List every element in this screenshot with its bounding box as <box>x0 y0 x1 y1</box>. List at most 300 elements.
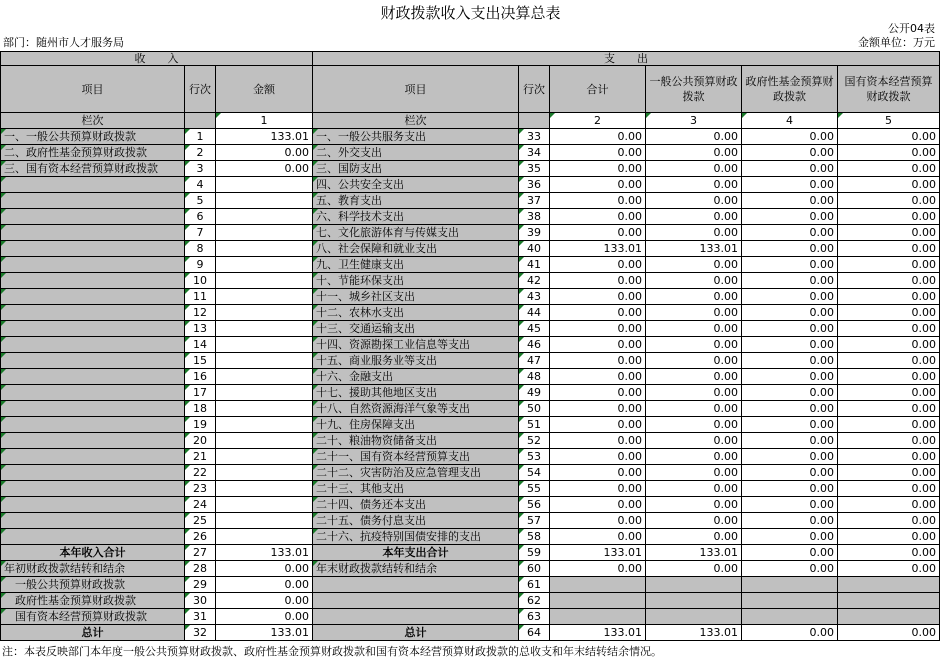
state-capital-value: 0.00 <box>838 417 940 433</box>
line-no: 2 <box>185 145 216 161</box>
line-no: 59 <box>519 545 550 561</box>
expense-item: 十八、自然资源海洋气象等支出 <box>313 401 519 417</box>
income-amount <box>216 481 313 497</box>
general-budget-value: 0.00 <box>646 465 742 481</box>
general-budget-value: 0.00 <box>646 289 742 305</box>
line-no: 35 <box>519 161 550 177</box>
line-no: 60 <box>519 561 550 577</box>
expense-total: 133.01 <box>550 625 646 641</box>
line-no: 31 <box>185 609 216 625</box>
income-amount: 0.00 <box>216 577 313 593</box>
expense-item: 十、节能环保支出 <box>313 273 519 289</box>
gov-fund-value: 0.00 <box>742 177 838 193</box>
state-capital-value: 0.00 <box>838 145 940 161</box>
line-no: 50 <box>519 401 550 417</box>
income-amount: 0.00 <box>216 161 313 177</box>
line-no: 48 <box>519 369 550 385</box>
income-col-label: 栏次 <box>1 113 185 129</box>
state-capital-value: 0.00 <box>838 561 940 577</box>
income-item <box>1 353 185 369</box>
expense-item: 二十六、抗疫特别国债安排的支出 <box>313 529 519 545</box>
line-no: 49 <box>519 385 550 401</box>
line-no: 25 <box>185 513 216 529</box>
gov-fund-value: 0.00 <box>742 353 838 369</box>
line-no: 10 <box>185 273 216 289</box>
line-no: 32 <box>185 625 216 641</box>
line-no: 24 <box>185 497 216 513</box>
income-amount <box>216 433 313 449</box>
general-budget-value: 0.00 <box>646 225 742 241</box>
income-item <box>1 513 185 529</box>
gov-fund-value: 0.00 <box>742 241 838 257</box>
expense-total: 0.00 <box>550 417 646 433</box>
empty-cell <box>550 593 646 609</box>
income-item <box>1 193 185 209</box>
expense-item: 二十三、其他支出 <box>313 481 519 497</box>
line-no: 4 <box>185 177 216 193</box>
expense-item: 九、卫生健康支出 <box>313 257 519 273</box>
empty-cell <box>646 593 742 609</box>
gov-fund-value: 0.00 <box>742 369 838 385</box>
expense-item-header: 项目 <box>313 66 519 113</box>
expense-item: 六、科学技术支出 <box>313 209 519 225</box>
expense-total: 0.00 <box>550 161 646 177</box>
line-no: 46 <box>519 337 550 353</box>
state-capital-value: 0.00 <box>838 177 940 193</box>
gov-fund-value: 0.00 <box>742 305 838 321</box>
col-number-1: 1 <box>216 113 313 129</box>
income-grand-total-label: 总计 <box>1 625 185 641</box>
table-row <box>1 337 940 353</box>
line-no: 58 <box>519 529 550 545</box>
income-item <box>1 257 185 273</box>
line-no: 9 <box>185 257 216 273</box>
state-capital-value: 0.00 <box>838 513 940 529</box>
income-amount <box>216 305 313 321</box>
gov-fund-value: 0.00 <box>742 465 838 481</box>
general-budget-value: 0.00 <box>646 273 742 289</box>
expense-total: 0.00 <box>550 273 646 289</box>
line-no: 45 <box>519 321 550 337</box>
table-row <box>1 401 940 417</box>
unit-label: 金额单位：万元 <box>858 36 935 49</box>
gov-fund-value: 0.00 <box>742 497 838 513</box>
expense-carryover-label: 年末财政拨款结转和结余 <box>313 561 519 577</box>
state-capital-value: 0.00 <box>838 449 940 465</box>
expense-item: 八、社会保障和就业支出 <box>313 241 519 257</box>
form-code: 公开04表 <box>888 22 935 35</box>
gov-fund-value: 0.00 <box>742 545 838 561</box>
line-no: 63 <box>519 609 550 625</box>
empty-cell <box>838 609 940 625</box>
expense-total: 0.00 <box>550 369 646 385</box>
general-budget-value: 0.00 <box>646 561 742 577</box>
income-item <box>1 209 185 225</box>
income-item <box>1 305 185 321</box>
line-no: 8 <box>185 241 216 257</box>
state-capital-value: 0.00 <box>838 465 940 481</box>
column-header-row <box>1 66 940 113</box>
line-no: 36 <box>519 177 550 193</box>
line-no: 37 <box>519 193 550 209</box>
gov-fund-value: 0.00 <box>742 417 838 433</box>
table-row <box>1 417 940 433</box>
expense-line-no-header: 行次 <box>519 66 550 113</box>
gov-fund-value: 0.00 <box>742 161 838 177</box>
income-item <box>1 273 185 289</box>
income-amount <box>216 225 313 241</box>
empty-cell <box>313 577 519 593</box>
income-amount <box>216 497 313 513</box>
expense-total: 0.00 <box>550 225 646 241</box>
general-budget-value: 0.00 <box>646 401 742 417</box>
table-row <box>1 513 940 529</box>
income-amount: 133.01 <box>216 625 313 641</box>
line-no: 52 <box>519 433 550 449</box>
line-no: 20 <box>185 433 216 449</box>
line-no: 17 <box>185 385 216 401</box>
expense-total: 133.01 <box>550 241 646 257</box>
state-capital-header: 国有资本经营预算财政拨款 <box>838 66 940 113</box>
line-no: 5 <box>185 193 216 209</box>
gov-fund-value: 0.00 <box>742 401 838 417</box>
expense-item: 七、文化旅游体育与传媒支出 <box>313 225 519 241</box>
line-no: 11 <box>185 289 216 305</box>
line-no: 1 <box>185 129 216 145</box>
col-number-3: 3 <box>646 113 742 129</box>
income-item <box>1 529 185 545</box>
gov-fund-value: 0.00 <box>742 193 838 209</box>
table-row <box>1 497 940 513</box>
table-row <box>1 209 940 225</box>
line-no: 27 <box>185 545 216 561</box>
state-capital-value: 0.00 <box>838 289 940 305</box>
general-budget-value: 0.00 <box>646 129 742 145</box>
empty-cell <box>742 577 838 593</box>
state-capital-value: 0.00 <box>838 337 940 353</box>
expense-item: 二十二、灾害防治及应急管理支出 <box>313 465 519 481</box>
state-capital-value: 0.00 <box>838 161 940 177</box>
table-row <box>1 369 940 385</box>
state-capital-value: 0.00 <box>838 353 940 369</box>
income-item <box>1 433 185 449</box>
expense-total: 0.00 <box>550 129 646 145</box>
expense-item: 四、公共安全支出 <box>313 177 519 193</box>
state-capital-value: 0.00 <box>838 129 940 145</box>
table-row <box>1 289 940 305</box>
line-no: 43 <box>519 289 550 305</box>
general-budget-value: 133.01 <box>646 625 742 641</box>
income-amount <box>216 337 313 353</box>
line-no: 28 <box>185 561 216 577</box>
line-no: 14 <box>185 337 216 353</box>
income-item <box>1 177 185 193</box>
line-no: 21 <box>185 449 216 465</box>
expense-total: 0.00 <box>550 433 646 449</box>
line-no: 22 <box>185 465 216 481</box>
general-budget-value: 0.00 <box>646 385 742 401</box>
general-budget-value: 0.00 <box>646 369 742 385</box>
empty-cell <box>646 577 742 593</box>
table-row <box>1 241 940 257</box>
gov-fund-value: 0.00 <box>742 225 838 241</box>
line-no: 40 <box>519 241 550 257</box>
line-no: 39 <box>519 225 550 241</box>
expense-col-label: 栏次 <box>313 113 519 129</box>
state-capital-value: 0.00 <box>838 321 940 337</box>
expense-item: 二十四、债务还本支出 <box>313 497 519 513</box>
income-amount <box>216 353 313 369</box>
income-year-total-label: 本年收入合计 <box>1 545 185 561</box>
col-number-2: 2 <box>550 113 646 129</box>
table-row <box>1 145 940 161</box>
line-no: 56 <box>519 497 550 513</box>
income-item <box>1 481 185 497</box>
income-item <box>1 385 185 401</box>
expense-item: 十九、住房保障支出 <box>313 417 519 433</box>
line-no: 18 <box>185 401 216 417</box>
state-capital-value: 0.00 <box>838 481 940 497</box>
income-amount: 0.00 <box>216 561 313 577</box>
state-capital-value: 0.00 <box>838 401 940 417</box>
income-amount <box>216 273 313 289</box>
line-no: 57 <box>519 513 550 529</box>
line-no: 54 <box>519 465 550 481</box>
expense-total: 0.00 <box>550 385 646 401</box>
income-amount <box>216 449 313 465</box>
expense-total: 0.00 <box>550 305 646 321</box>
state-capital-value: 0.00 <box>838 369 940 385</box>
expense-total: 0.00 <box>550 401 646 417</box>
gov-fund-value: 0.00 <box>742 273 838 289</box>
expense-total-header: 合计 <box>550 66 646 113</box>
line-no: 29 <box>185 577 216 593</box>
department-label: 部门：随州市人才服务局 <box>3 36 124 49</box>
line-no: 62 <box>519 593 550 609</box>
income-amount <box>216 193 313 209</box>
empty-cell <box>550 609 646 625</box>
table-row <box>1 385 940 401</box>
line-no: 42 <box>519 273 550 289</box>
general-budget-value: 0.00 <box>646 257 742 273</box>
income-amount: 0.00 <box>216 593 313 609</box>
table-row <box>1 193 940 209</box>
income-amount <box>216 401 313 417</box>
line-no: 7 <box>185 225 216 241</box>
gov-fund-value: 0.00 <box>742 145 838 161</box>
line-no: 3 <box>185 161 216 177</box>
state-capital-value: 0.00 <box>838 385 940 401</box>
expense-total: 0.00 <box>550 465 646 481</box>
line-no: 64 <box>519 625 550 641</box>
expense-total: 0.00 <box>550 257 646 273</box>
empty-cell <box>838 577 940 593</box>
expense-item: 十五、商业服务业等支出 <box>313 353 519 369</box>
general-budget-value: 0.00 <box>646 305 742 321</box>
empty-cell <box>742 609 838 625</box>
grand-total-row <box>1 625 940 641</box>
income-item: 三、国有资本经营预算财政拨款 <box>1 161 185 177</box>
expense-total: 0.00 <box>550 289 646 305</box>
line-no: 12 <box>185 305 216 321</box>
line-no: 15 <box>185 353 216 369</box>
line-no: 41 <box>519 257 550 273</box>
income-item <box>1 337 185 353</box>
income-item: 一、一般公共预算财政拨款 <box>1 129 185 145</box>
line-no: 33 <box>519 129 550 145</box>
line-no: 44 <box>519 305 550 321</box>
table-row <box>1 177 940 193</box>
expense-group-header: 支 出 <box>313 52 940 66</box>
income-item <box>1 369 185 385</box>
income-item <box>1 401 185 417</box>
state-capital-value: 0.00 <box>838 529 940 545</box>
expense-total: 0.00 <box>550 497 646 513</box>
gov-fund-value: 0.00 <box>742 433 838 449</box>
gov-fund-value: 0.00 <box>742 481 838 497</box>
income-amount <box>216 417 313 433</box>
income-item <box>1 417 185 433</box>
income-amount <box>216 289 313 305</box>
expense-item: 十七、援助其他地区支出 <box>313 385 519 401</box>
carryover-row <box>1 561 940 577</box>
expense-item: 二、外交支出 <box>313 145 519 161</box>
expense-item: 一、一般公共服务支出 <box>313 129 519 145</box>
state-capital-value: 0.00 <box>838 433 940 449</box>
expense-total: 0.00 <box>550 561 646 577</box>
income-item <box>1 241 185 257</box>
empty-cell <box>646 609 742 625</box>
empty-cell <box>313 593 519 609</box>
expense-item: 十三、交通运输支出 <box>313 321 519 337</box>
table-row <box>1 465 940 481</box>
expense-total: 0.00 <box>550 321 646 337</box>
table-row <box>1 129 940 145</box>
line-no: 19 <box>185 417 216 433</box>
gov-fund-value: 0.00 <box>742 129 838 145</box>
income-amount <box>216 209 313 225</box>
expense-total: 133.01 <box>550 545 646 561</box>
empty-cell <box>313 609 519 625</box>
table-row <box>1 257 940 273</box>
income-item <box>1 321 185 337</box>
line-no: 47 <box>519 353 550 369</box>
sub-row-state-capital <box>1 609 940 625</box>
expense-total: 0.00 <box>550 513 646 529</box>
table-row <box>1 305 940 321</box>
income-sub-label: 国有资本经营预算财政拨款 <box>1 609 185 625</box>
gov-fund-value: 0.00 <box>742 209 838 225</box>
expense-item: 三、国防支出 <box>313 161 519 177</box>
table-row <box>1 353 940 369</box>
gov-fund-value: 0.00 <box>742 257 838 273</box>
expense-total: 0.00 <box>550 337 646 353</box>
state-capital-value: 0.00 <box>838 225 940 241</box>
line-no: 55 <box>519 481 550 497</box>
gov-fund-value: 0.00 <box>742 321 838 337</box>
expense-item: 二十一、国有资本经营预算支出 <box>313 449 519 465</box>
expense-item: 二十五、债务付息支出 <box>313 513 519 529</box>
table-row <box>1 273 940 289</box>
income-item-header: 项目 <box>1 66 185 113</box>
income-amount <box>216 241 313 257</box>
income-item <box>1 497 185 513</box>
general-budget-value: 0.00 <box>646 353 742 369</box>
expense-total: 0.00 <box>550 353 646 369</box>
income-item <box>1 465 185 481</box>
expense-item: 十六、金融支出 <box>313 369 519 385</box>
budget-summary-table <box>0 51 940 641</box>
table-row <box>1 529 940 545</box>
column-number-row <box>1 113 940 129</box>
income-amount: 133.01 <box>216 129 313 145</box>
expense-item: 十二、农林水支出 <box>313 305 519 321</box>
table-row <box>1 321 940 337</box>
income-amount: 0.00 <box>216 609 313 625</box>
income-amount <box>216 321 313 337</box>
expense-year-total-label: 本年支出合计 <box>313 545 519 561</box>
income-amount-header: 金额 <box>216 66 313 113</box>
income-line-no-header: 行次 <box>185 66 216 113</box>
table-row <box>1 433 940 449</box>
gov-fund-value: 0.00 <box>742 529 838 545</box>
general-budget-value: 133.01 <box>646 545 742 561</box>
state-capital-value: 0.00 <box>838 497 940 513</box>
empty-cell <box>550 577 646 593</box>
empty-cell <box>519 113 550 129</box>
income-amount <box>216 385 313 401</box>
general-budget-header: 一般公共预算财政拨款 <box>646 66 742 113</box>
empty-cell <box>185 113 216 129</box>
general-budget-value: 0.00 <box>646 497 742 513</box>
line-no: 61 <box>519 577 550 593</box>
general-budget-value: 133.01 <box>646 241 742 257</box>
empty-cell <box>742 593 838 609</box>
expense-item: 五、教育支出 <box>313 193 519 209</box>
col-number-5: 5 <box>838 113 940 129</box>
general-budget-value: 0.00 <box>646 433 742 449</box>
general-budget-value: 0.00 <box>646 145 742 161</box>
income-amount <box>216 529 313 545</box>
income-group-header: 收 入 <box>1 52 313 66</box>
table-row <box>1 225 940 241</box>
empty-cell <box>838 593 940 609</box>
general-budget-value: 0.00 <box>646 177 742 193</box>
income-sub-label: 政府性基金预算财政拨款 <box>1 593 185 609</box>
state-capital-value: 0.00 <box>838 209 940 225</box>
income-item <box>1 289 185 305</box>
general-budget-value: 0.00 <box>646 481 742 497</box>
income-sub-label: 一般公共预算财政拨款 <box>1 577 185 593</box>
expense-total: 0.00 <box>550 193 646 209</box>
gov-fund-value: 0.00 <box>742 337 838 353</box>
line-no: 38 <box>519 209 550 225</box>
income-amount <box>216 369 313 385</box>
state-capital-value: 0.00 <box>838 545 940 561</box>
general-budget-value: 0.00 <box>646 209 742 225</box>
gov-fund-header: 政府性基金预算财政拨款 <box>742 66 838 113</box>
state-capital-value: 0.00 <box>838 625 940 641</box>
page-title: 财政拨款收入支出决算总表 <box>380 4 561 22</box>
expense-item: 十四、资源勘探工业信息等支出 <box>313 337 519 353</box>
line-no: 16 <box>185 369 216 385</box>
general-budget-value: 0.00 <box>646 449 742 465</box>
general-budget-value: 0.00 <box>646 161 742 177</box>
income-item <box>1 225 185 241</box>
expense-item: 十一、城乡社区支出 <box>313 289 519 305</box>
year-total-row <box>1 545 940 561</box>
sub-row-general <box>1 577 940 593</box>
